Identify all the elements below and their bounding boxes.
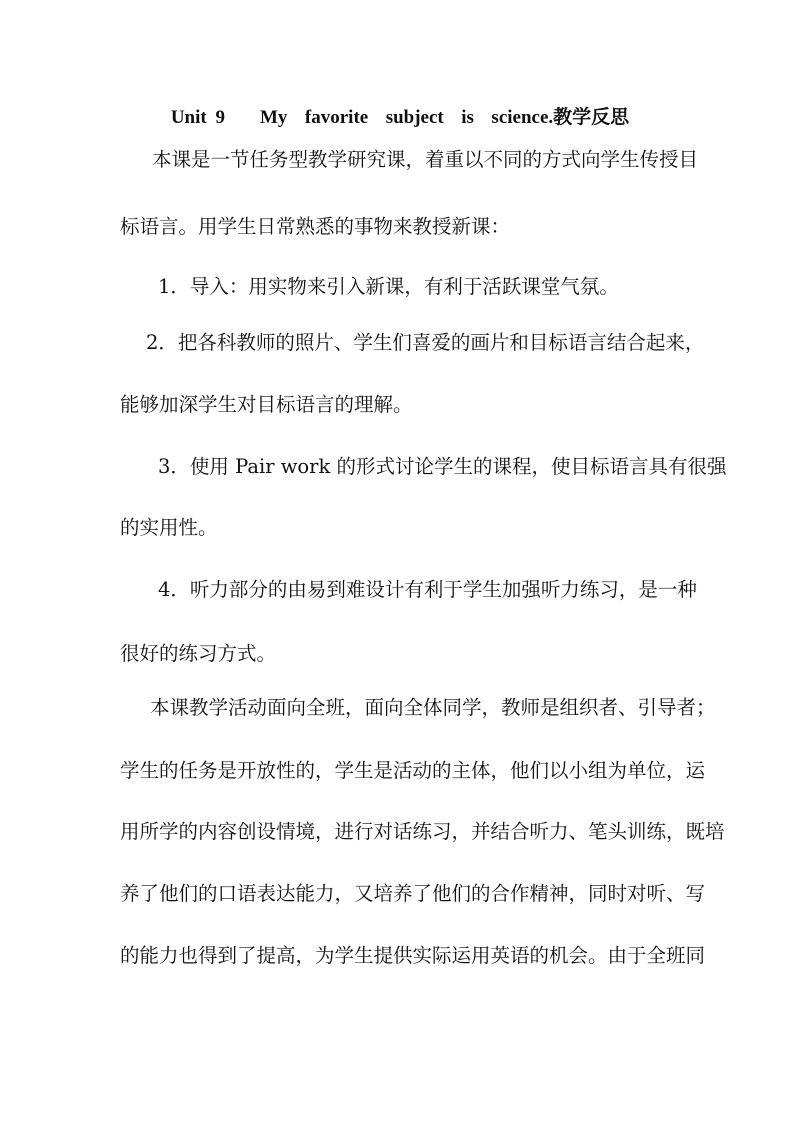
paragraph-line: 本课教学活动面向全班，面向全体同学，教师是组织者、引导者； — [150, 696, 716, 719]
paragraph-line: 用所学的内容创设情境，进行对话练习，并结合听力、笔头训练，既培 — [120, 820, 725, 843]
paragraph-line: 的能力也得到了提高，为学生提供实际运用英语的机会。由于全班同 — [120, 944, 706, 967]
paragraph-line: 养了他们的口语表达能力，又培养了他们的合作精神，同时对听、写 — [120, 882, 706, 905]
document-title: Unit 9 My favorite subject is science.教学反思 — [170, 107, 630, 128]
list-item-4: 4．听力部分的由易到难设计有利于学生加强听力练习，是一种 — [158, 578, 697, 601]
list-item-2: 2．把各科教师的照片、学生们喜爱的画片和目标语言结合起来， — [146, 331, 705, 354]
paragraph-line: 本课是一节任务型教学研究课，着重以不同的方式向学生传授目 — [152, 148, 699, 171]
paragraph-line: 很好的练习方式。 — [120, 642, 277, 665]
paragraph-line: 能够加深学生对目标语言的理解。 — [120, 393, 413, 416]
paragraph-line: 标语言。用学生日常熟悉的事物来教授新课： — [120, 215, 511, 238]
paragraph-line: 的实用性。 — [120, 516, 218, 539]
paragraph-line: 学生的任务是开放性的，学生是活动的主体，他们以小组为单位，运 — [120, 759, 706, 782]
list-item-1: 1．导入：用实物来引入新课，有利于活跃课堂气氛。 — [158, 275, 619, 298]
list-item-3: 3．使用 Pair work 的形式讨论学生的课程，使目标语言具有很强 — [158, 455, 727, 478]
